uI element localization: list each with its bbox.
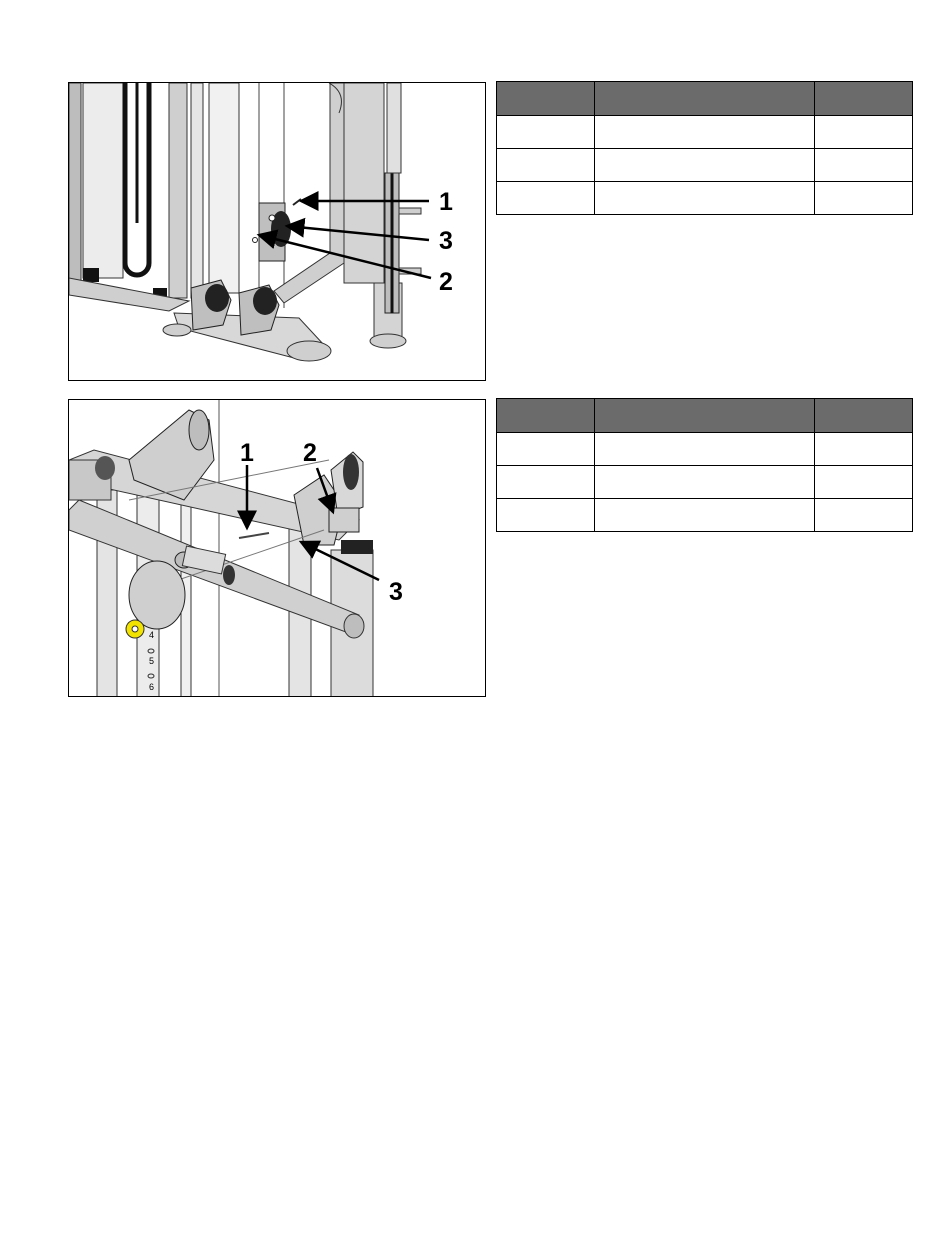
weight-stack-number: 4 <box>149 630 155 640</box>
weight-stack-number: 5 <box>149 656 155 666</box>
table-cell <box>497 466 595 499</box>
table-cell <box>497 149 595 182</box>
table-cell <box>497 182 595 215</box>
header-cell <box>815 399 913 433</box>
header-cell <box>497 399 595 433</box>
header-cell <box>497 82 595 116</box>
table-row <box>497 433 913 466</box>
table-cell <box>815 499 913 532</box>
header-cell <box>815 82 913 116</box>
table-cell <box>497 433 595 466</box>
table-header-row <box>497 399 913 433</box>
table-header-row <box>497 82 913 116</box>
callout-3: 3 <box>389 578 403 606</box>
table-cell <box>497 499 595 532</box>
table-cell <box>815 433 913 466</box>
pulley-assembly-illustration-2 <box>69 400 486 697</box>
parts-table-2 <box>496 398 913 532</box>
table-row <box>497 466 913 499</box>
callout-3: 3 <box>439 227 453 255</box>
weight-stack-number: 6 <box>149 682 155 692</box>
callout-1: 1 <box>439 188 453 216</box>
table-cell <box>497 116 595 149</box>
table-row <box>497 149 913 182</box>
table-cell <box>595 116 815 149</box>
table-row <box>497 116 913 149</box>
callout-2: 2 <box>303 439 317 467</box>
table-row <box>497 499 913 532</box>
table-cell <box>595 182 815 215</box>
table-cell <box>815 116 913 149</box>
assembly-figure-1 <box>68 82 486 381</box>
assembly-figure-2 <box>68 399 486 697</box>
header-cell <box>595 399 815 433</box>
pulley-assembly-illustration-1 <box>69 83 486 381</box>
table-cell <box>595 149 815 182</box>
header-cell <box>595 82 815 116</box>
table-cell <box>595 433 815 466</box>
parts-table-1 <box>496 81 913 215</box>
table-cell <box>815 182 913 215</box>
table-cell <box>815 149 913 182</box>
table-cell <box>815 466 913 499</box>
table-cell <box>595 499 815 532</box>
table-row <box>497 182 913 215</box>
callout-1: 1 <box>240 439 254 467</box>
callout-2: 2 <box>439 268 453 296</box>
table-cell <box>595 466 815 499</box>
